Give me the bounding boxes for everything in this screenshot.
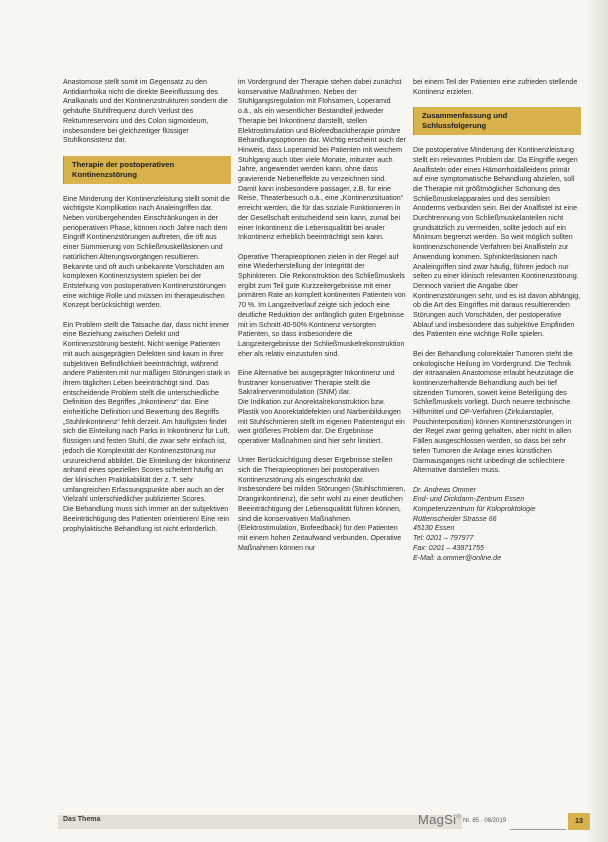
paragraph: Operative Therapieoptionen zielen in der Regel auf eine Wiederherstellung der Integrität der Sphinkteren. Die Rekonstruktion des Schließmuskels ergibt zum Teil gute Kurzzeitergebnisse mit einer primären Rate an komplett kontinenten Patienten von 70 %. Im Langzeitverlauf zeigte sich jedoch eine deutliche Reduktion der anfänglich guten Ergebnisse mit im Schnitt 40-50% Kontinenz versorgten Patienten, so dass insbesondere die Langzeitergebnisse der Schließmuskelrekonstruktion eher als relativ einzustufen sind. — [238, 252, 406, 358]
street: Rüttenscheider Strasse 66 — [413, 514, 497, 523]
article-column-1 — [63, 78, 231, 544]
issue-number: Nr. 85 · 08/2019 — [463, 818, 507, 824]
author-name: Dr. Andreas Ommer — [413, 485, 476, 494]
paragraph: Die Indikation zur Anorektalrekonstruktion bzw. Plastik von Anorektaldefekten und Narbenbildungen mit Stuhlschmieren stellt im eigenen Patientengut ein weit größeres Problem dar. Die Ergebnisse operativer Maßnahmen sind hier sehr limitiert. — [238, 398, 405, 445]
heading-line: Therapie der postoperativen — [72, 159, 175, 169]
paragraph: Bei der Behandlung colorektaler Tumoren steht die onkologische Heilung im Vordergrund. Die Technik der intraanalen Anastomose erlaubt heutzutage die kontinenzerhaltende Behandlung auch bei tief sitzenden Tumoren, soweit keine Beteiligung des Schließmuskels vorliegt. Durch neuere technische Hilfsmittel und OP-Verfahren (Zirkularstapler, Pouchinterposition) können Kontinenzstörungen in der Regel zwar gering gehalten, aber nicht in allen Fällen ausgeschlossen werden, so dass bei sehr tiefen Tumoren die Anlage eines künstlichen Darmausganges nicht unbedingt die schlechtere Alternative darstellen muss. — [413, 349, 574, 475]
registered-mark: ® — [456, 814, 462, 821]
institution-subtitle: Kompetenzzentrum für Koloproktologie — [413, 505, 536, 514]
paragraph: bei einem Teil der Patienten eine zufrieden stellende Kontinenz erzielen. — [413, 78, 578, 96]
city: 45130 Essen — [413, 524, 455, 533]
phone: Tel: 0201 – 797977 — [413, 534, 474, 543]
section-heading-summary — [413, 107, 581, 135]
paragraph: Eine Minderung der Kontinenzleistung stellt somit die wichtigste Komplikation nach Analeingriffen dar. Neben vorübergehenden Einschränkungen in der perioperativen Phase, können noch Jahre nach dem Eingriff Kontinenzstörungen auftreten, die oft aus einer Summierung von Schließmuskelläsionen und natürlichen Alterungsvorgängen resultieren. Bekannte und oft auch unbekannte Vorschäden am komplexen Kontinenzsystem spielen bei der Entstehung von postoperativen Kontinenzstörungen eine wichtige Rolle und müssen im therapeutischen Konzept berücksichtigt werden. — [63, 194, 230, 310]
magazine-logo — [418, 812, 461, 827]
paragraph: Unter Berücksichtigung dieser Ergebnisse stellen sich die Therapieoptionen bei postoperativen Kontinenzstörung als eingeschränkt dar. Insbesondere bei milden Störungen (Stuhlschmieren, Dranginkontinenz), die sehr wohl zu einer deutlichen Beeinträchtigung der Lebensqualität führen können, sind die konservativen Maßnahmen (Elektrostimulation, Biofeedback) für den Patienten mit einem hohen Zeitaufwand verbunden. Operative Maßnahmen können nur — [238, 456, 406, 552]
binding-shadow — [586, 0, 608, 842]
footer-band — [58, 815, 462, 829]
email: E-Mail: a.ommer@online.de — [413, 553, 502, 562]
heading-line: Kontinenzstörung — [72, 169, 137, 179]
article-column-2 — [238, 78, 406, 563]
article-column-3 — [413, 78, 581, 563]
author-address — [413, 486, 581, 564]
paragraph: Die postoperative Minderung der Kontinenzleistung stellt ein relevantes Problem dar. Da Eingriffe wegen Analfisteln oder eines Hämorrhoidalleidens primär auf eine symptomatische Behandlung abzielen, soll die Therapie mit größtmöglicher Schonung des Schließmuskelapparates und des sensiblen Anoderms verbunden sein. Bei der Analfistel ist eine Durchtrennung von Schließmuskelanteilen nicht grundsätzlich zu vermeiden, sollte jedoch auf ein Minimum begrenzt werden. So weit möglich sollten kontinenzschonende Verfahren bei Analfisteln zur Anwendung kommen. Sphinkterläsionen nach Analeingriffen sind zwar häufig, führen jedoch nur selten zu einer klinisch relevanten Kontinenzstörung. Dennoch variiert die Angabe über Kontinenzstörungen sehr, und es ist davon abhängig, ob die Art des Eingriffes mit daraus resultierenden Störungen auch Vorschäden, der postoperative Ablauf und insbesondere das subjektive Empfinden des Patienten eine wichtige Rolle spielen. — [413, 146, 581, 339]
paragraph: Die Behandlung muss sich immer an der subjektiven Beeinträchtigung des Patienten orientieren! Eine rein prophylaktische Behandlung ist nicht erforderlich. — [63, 505, 230, 533]
paragraph: Anastomose stellt somit im Gegensatz zu den Antidiarrhoika nicht die direkte Beeinflussung des Analkanals und der Kontinenzstrukturen sondern die gehäufte Stuhlfrequenz durch Verlust des Rektumreservoirs und des Colon sigmoideum, insbesondere bei gleichzeitiger flüssiger Stuhlkonsistenz dar. — [63, 78, 228, 145]
paragraph: Eine Alternative bei ausgeprägter Inkontinenz und frustraner konservativer Therapie stellt die Sakralnervenmodulation (SNM) dar. — [238, 369, 395, 397]
paragraph: im Vordergrund der Therapie stehen dabei zunächst konservative Maßnahmen. Neben der Stuhlgangsregulation mit Flohsamen, Loperamid o.ä., als ein wesentlicher Bestandteil jedweder Therapie bei Inkontinenz darstellt, stellen Elektrostimulation und Biofeedbacktherapie primäre Behandlungsoptionen dar. Wichtig erscheint auch der Hinweis, dass Loperamid bei Patienten mit weichem Stuhlgang auch über viele Monate, mitunter auch Jahre, angewendet werden kann, ohne dass gravierende Nebeneffekte zu verzeichnen sind. Damit kann insbesondere passager, z.B. für eine Reise, Theaterbesuch o.ä., eine „Kontinenzsituation“ erreicht werden, die für das soziale Funktionieren in der Gesellschaft entscheidend sein kann, zumal bei einer Inkontinenz die Lebensqualität bei analer Inkontinenz erheblich beeinträchtigt sein kann. — [238, 78, 406, 242]
page-footer — [0, 811, 608, 835]
heading-line: Schlussfolgerung — [422, 121, 487, 131]
institution: End- und Dickdarm-Zentrum Essen — [413, 495, 525, 504]
fax: Fax: 0201 – 43871755 — [413, 543, 484, 552]
page-number: 13 — [568, 813, 590, 830]
heading-line: Zusammenfassung und — [422, 111, 508, 121]
footer-divider — [510, 829, 566, 830]
paragraph: Ein Problem stellt die Tatsache dar, dass nicht immer eine Beziehung zwischen Defekt und Kontinenzstörung besteht. Nicht wenige Patienten mit auch ausgeprägten Defekten sind kaum in ihrer subjektiven Befindlichkeit beeinträchtigt, während andere Patienten mit nur mäßigen Störungen stark in ihrem täglichen Leben beeinträchtigt sind. Das entscheidende Problem stellt die unterschiedliche Definition des Begriffes „Inkontinenz“ dar. Eine einheitliche Definition und Bewertung des Begriffs „Stuhlinkontinenz“ fehlt derzeit. Am häufigsten findet sich die Einteilung nach Parks in Inkontinenz für Luft, flüssigen und festen Stuhl, die zwar sehr einfach ist, jedoch die Komplexität der Kontinenzstörung nur unzureichend abbildet. Die Einteilung der Inkontinenz anhand eines speziellen Scores scheitert häufig an der klinischen Praktikabilität der z. T. sehr umfangreichen Erfassungspunkte aber auch an der Vielzahl unterschiedlicher publizierter Scores. — [63, 320, 231, 504]
section-label: Das Thema — [63, 816, 101, 823]
section-heading-therapy — [63, 156, 231, 184]
magazine-name: MagSi — [418, 812, 457, 827]
